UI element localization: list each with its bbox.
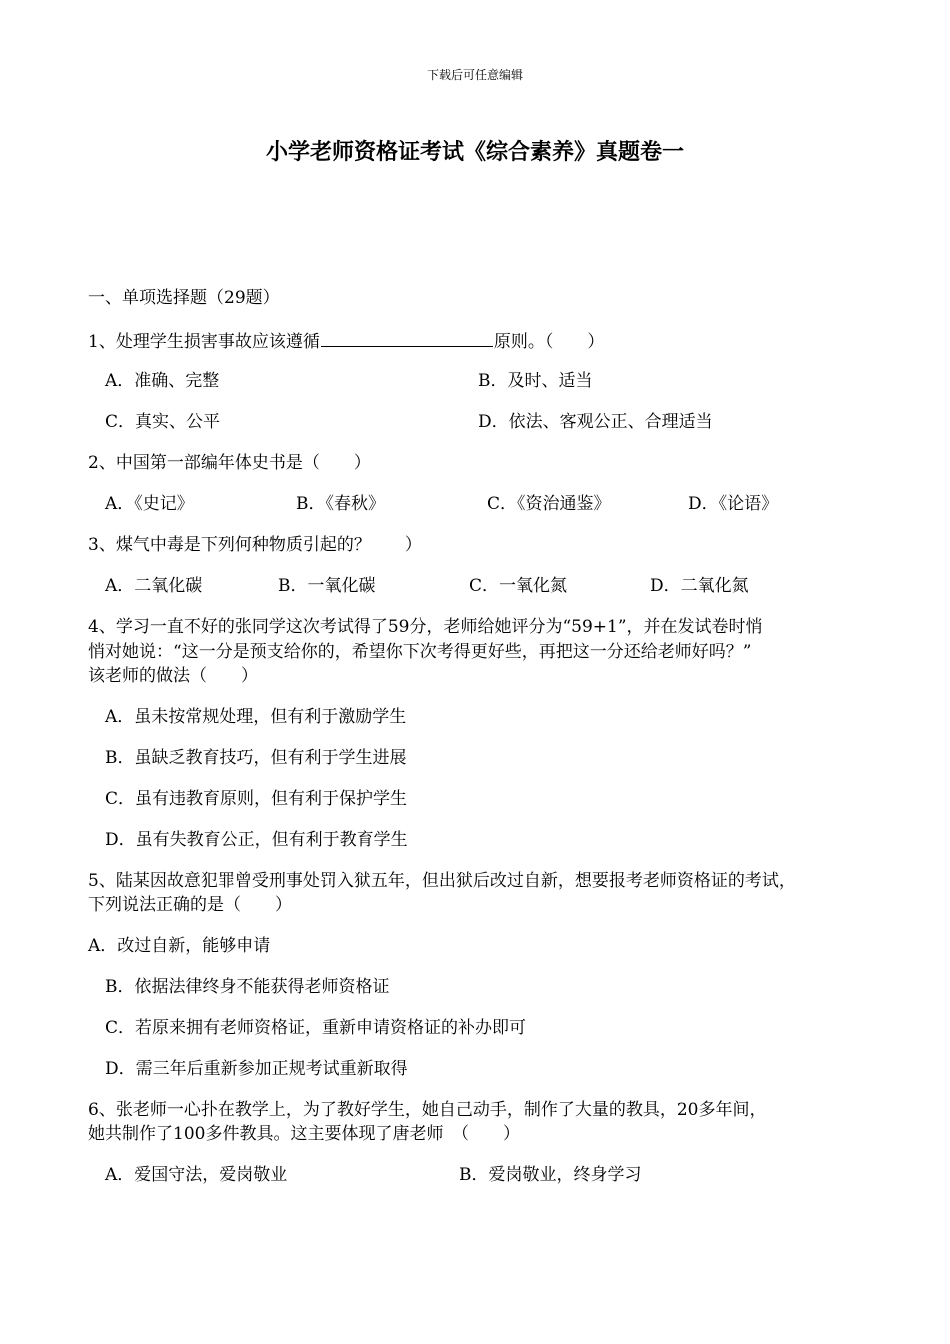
question-6-option-a: A．爱国守法，爱岗敬业 (105, 1165, 288, 1185)
question-4-stem-line-2: 悄对她说：“这一分是预支给你的，希望你下次考得更好些，再把这一分还给老师好吗？” (88, 642, 752, 662)
question-2-option-c: C．《资治通鉴》 (487, 494, 611, 514)
question-5-option-a: A．改过自新，能够申请 (88, 936, 271, 956)
question-1-stem-before: 1、处理学生损害事故应该遵循 (88, 332, 320, 352)
question-4-option-d: D．虽有失教育公正，但有利于教育学生 (105, 830, 408, 850)
question-4-option-b: B．虽缺乏教育技巧，但有利于学生进展 (105, 748, 407, 768)
question-2-option-a: A．《史记》 (105, 494, 194, 514)
question-6-option-b: B．爱岗敬业，终身学习 (459, 1165, 642, 1185)
question-4-stem-line-1: 4、学习一直不好的张同学这次考试得了59分，老师给她评分为“59+1”，并在发试卷时悄 (88, 617, 763, 637)
question-3-option-a: A．二氧化碳 (105, 576, 203, 596)
question-3-stem: 3、煤气中毒是下列何种物质引起的？ ） (88, 535, 422, 555)
question-3-option-b: B．一氧化碳 (278, 576, 376, 596)
question-1-stem (88, 328, 604, 355)
question-3-option-c: C．一氧化氮 (469, 576, 568, 596)
question-3-option-d: D．二氧化氮 (650, 576, 749, 596)
question-4-option-a: A．虽未按常规处理，但有利于激励学生 (105, 707, 407, 727)
header-note: 下载后可任意编辑 (426, 68, 523, 82)
question-1-option-a: A．准确、完整 (105, 371, 220, 391)
question-6-stem-line-2: 她共制作了100多件教具。这主要体现了唐老师 （ ） (88, 1124, 520, 1144)
question-1-option-b: B．及时、适当 (478, 371, 593, 391)
answer-blank (321, 328, 493, 347)
question-4-option-c: C．虽有违教育原则，但有利于保护学生 (105, 789, 408, 809)
question-5-option-d: D．需三年后重新参加正规考试重新取得 (105, 1059, 408, 1079)
question-2-option-d: D．《论语》 (688, 494, 779, 514)
question-5-option-c: C．若原来拥有老师资格证，重新申请资格证的补办即可 (105, 1018, 527, 1038)
question-2-option-b: B．《春秋》 (296, 494, 385, 514)
section-heading: 一、单项选择题（29题） (88, 288, 280, 308)
question-5-stem-line-2: 下列说法正确的是（ ） (88, 895, 292, 915)
question-1-option-c: C．真实、公平 (105, 412, 221, 432)
question-5-stem-line-1: 5、陆某因故意犯罪曾受刑事处罚入狱五年，但出狱后改过自新，想要报考老师资格证的考试， (88, 871, 796, 891)
page-title: 小学老师资格证考试《综合素养》真题卷一 (265, 139, 684, 165)
question-1-stem-after: 原则。（ ） (493, 332, 605, 352)
question-2-stem: 2、中国第一部编年体史书是（ ） (88, 453, 371, 473)
question-1-option-d: D．依法、客观公正、合理适当 (478, 412, 713, 432)
question-6-stem-line-1: 6、张老师一心扑在教学上，为了教好学生，她自己动手，制作了大量的教具，20多年间， (88, 1100, 767, 1120)
question-4-stem-line-3: 该老师的做法（ ） (88, 666, 258, 686)
question-5-option-b: B．依据法律终身不能获得老师资格证 (105, 977, 390, 997)
